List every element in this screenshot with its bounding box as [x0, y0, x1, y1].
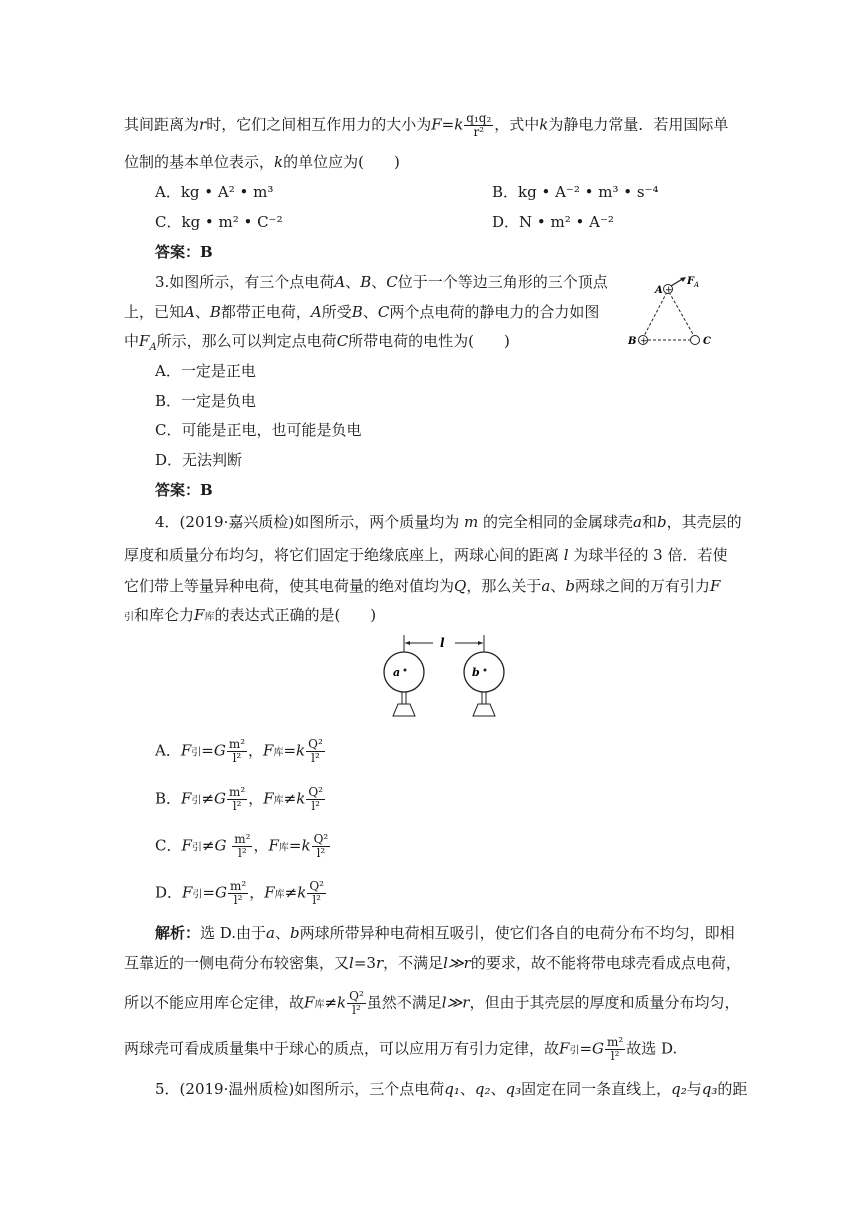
var-F: F: [263, 741, 274, 760]
text: 厚度和质量分布均匀，将它们固定于绝缘底座上，两球心间的距离: [124, 546, 560, 564]
q2-stem-line-1: [124, 112, 728, 139]
vertex-b-label: B: [628, 336, 637, 347]
var-Q: Q: [454, 577, 467, 595]
fraction-denominator: l²: [610, 1049, 620, 1063]
center-a: [404, 669, 407, 672]
condition: l≫r: [443, 954, 471, 972]
sphere-a-label: a: [393, 666, 401, 679]
fraction-denominator: l²: [352, 1003, 361, 1017]
var-a: a: [541, 577, 551, 595]
fraction: [605, 1036, 625, 1063]
fraction: [227, 738, 247, 765]
var-G: G: [213, 741, 226, 760]
text: 嘉兴质检: [228, 513, 289, 531]
var-k: k: [539, 115, 549, 134]
text: ，: [248, 789, 264, 808]
text: 、: [194, 303, 210, 321]
fa-label: F: [687, 276, 695, 287]
var-F: F: [263, 789, 274, 808]
q2-option-b: B．kg • A⁻² • m³ • s⁻⁴: [492, 183, 659, 201]
text: 的表达式正确的是( ): [214, 606, 377, 624]
var-B: B: [351, 303, 363, 321]
var-r: r: [375, 954, 384, 972]
text: 4．(2019·: [155, 513, 229, 531]
text: 温州质检: [228, 1080, 289, 1098]
text: 固定在同一条直线上，: [521, 1080, 672, 1098]
q3-stem-line-3: [124, 331, 510, 351]
var-q2: q₂: [474, 1080, 491, 1098]
text: ，不满足: [383, 954, 444, 972]
var-k: k: [454, 115, 464, 134]
relation: =: [579, 1039, 593, 1058]
q4-option-d: [155, 880, 327, 907]
relation: ≠: [201, 836, 215, 855]
relation: ≠: [283, 789, 297, 808]
text: ，那么关于: [466, 577, 542, 595]
side-ac: [669, 292, 694, 336]
var-q3: q₃: [701, 1080, 718, 1098]
text: ，: [249, 883, 265, 902]
fraction-denominator: l²: [312, 893, 321, 907]
subscript-ku: 库: [204, 612, 215, 623]
var-F: F: [180, 741, 192, 760]
fraction: [228, 880, 248, 907]
var-A: A: [334, 273, 346, 291]
q3-answer: 答案：B: [155, 481, 213, 499]
option-label: B．: [155, 789, 182, 808]
fraction-numerator: m²: [229, 785, 246, 799]
text: 、: [459, 1080, 475, 1098]
fraction-denominator: l²: [232, 799, 242, 813]
q4-option-b: [155, 786, 326, 813]
subscript: 库: [278, 842, 289, 854]
base-b: [473, 704, 495, 716]
q4-stem-line-4: [124, 605, 376, 628]
text: 故选 D.: [626, 1039, 678, 1058]
q2-answer: 答案：B: [155, 243, 213, 261]
subscript: 库: [273, 747, 284, 759]
fraction-numerator: m²: [234, 832, 251, 846]
solution-line-3: [124, 990, 739, 1017]
text: 所示，那么可以判定点电荷: [156, 332, 337, 350]
fraction-numerator: q₁q₂: [466, 111, 492, 125]
text: 中: [124, 332, 140, 350]
relation: =: [283, 741, 297, 760]
q4-stem-line-2: [124, 545, 727, 565]
vertex-a-label: A: [655, 285, 663, 296]
text: 位制的基本单位表示，: [124, 153, 275, 171]
var-F: F: [194, 606, 205, 624]
fraction-denominator: l²: [311, 799, 320, 813]
var-C: C: [336, 332, 349, 350]
fraction: [306, 786, 325, 813]
text: 、: [490, 1080, 506, 1098]
text: 虽然不满足: [366, 993, 442, 1012]
subscript: 引: [192, 889, 203, 901]
text: 、: [371, 273, 387, 291]
var-b: b: [657, 513, 667, 531]
var-F: F: [139, 332, 150, 350]
vertex-c-label: C: [703, 336, 711, 347]
fraction-numerator: m²: [607, 1035, 624, 1049]
fraction: [227, 786, 247, 813]
text: ，但由于其壳层的厚度和质量分布均匀，: [469, 993, 740, 1012]
text: 两球之间的万有引力: [574, 577, 710, 595]
var-C: C: [377, 303, 390, 321]
var-F: F: [182, 883, 193, 902]
text: 所带电荷的电性为( ): [348, 332, 510, 350]
text: ，: [253, 836, 269, 855]
var-F: F: [264, 883, 275, 902]
text: 和: [641, 513, 657, 531]
text: 5．(2019·: [155, 1080, 229, 1098]
var-k: k: [296, 789, 306, 808]
text: ，: [248, 741, 264, 760]
sphere-b: [464, 652, 504, 692]
q2-option-d: D．N • m² • A⁻²: [492, 213, 614, 231]
text: ，式中: [494, 115, 540, 134]
text: )如图所示，三个点电荷: [288, 1080, 445, 1098]
text: 所以不能应用库仑定律，故: [124, 993, 305, 1012]
fa-subscript: A: [694, 281, 700, 289]
fraction: [312, 833, 331, 860]
plus-icon: +: [640, 336, 648, 347]
subscript: 引: [191, 795, 202, 807]
fraction-numerator: m²: [230, 879, 247, 893]
var-q1: q₁: [444, 1080, 460, 1098]
var-F: F: [304, 993, 315, 1012]
var-F: F: [431, 115, 442, 134]
var-b: b: [565, 577, 575, 595]
solution-label: 解析：: [155, 924, 201, 942]
text: 、: [275, 924, 291, 942]
var-k: k: [301, 836, 311, 855]
var-G: G: [214, 836, 227, 855]
text: 、: [550, 577, 566, 595]
var-q2: q₂: [671, 1080, 687, 1098]
fraction-numerator: Q²: [309, 879, 324, 893]
text: 互靠近的一侧电荷分布较密集，又: [124, 954, 350, 972]
var-F: F: [181, 836, 192, 855]
fraction-denominator: l²: [311, 751, 320, 765]
text: 两个点电荷的静电力的合力如图: [389, 303, 600, 321]
sphere-a: [384, 652, 424, 692]
relation: ≠: [201, 789, 215, 808]
var-k: k: [297, 883, 307, 902]
text: 、: [362, 303, 378, 321]
text: 所受: [321, 303, 352, 321]
fraction-numerator: m²: [228, 737, 246, 751]
subscript: 库: [273, 795, 284, 807]
text: 都带正电荷，: [220, 303, 311, 321]
var-C: C: [386, 273, 398, 291]
fraction-numerator: Q²: [349, 989, 364, 1003]
text: 两球所带异种电荷相互吸引，使它们各自的电荷分布不均匀，即相: [299, 924, 735, 942]
fraction-numerator: Q²: [313, 832, 329, 846]
var-q3: q₃: [505, 1080, 522, 1098]
var-F: F: [181, 789, 192, 808]
var-a: a: [633, 513, 642, 531]
relation: =: [288, 836, 302, 855]
q3-option-d: D．无法判断: [155, 451, 243, 469]
q3-stem-line-2: [124, 302, 599, 322]
text: 和库仑力: [134, 606, 195, 624]
fraction: [306, 738, 325, 765]
var-l: l: [563, 546, 569, 564]
var-G: G: [592, 1039, 604, 1058]
arrow-head: [478, 641, 483, 645]
var-F: F: [709, 577, 721, 595]
q3-option-c: C．可能是正电，也可能是负电: [155, 421, 362, 439]
fraction: [232, 833, 252, 860]
var-r: r: [199, 115, 207, 134]
text: =3: [353, 954, 376, 972]
text: 、: [345, 273, 361, 291]
coulomb-fraction: [464, 112, 493, 139]
q4-option-c: [155, 833, 331, 860]
subscript: 引: [191, 747, 202, 759]
var-a: a: [266, 924, 275, 942]
text: 选 D.由于: [200, 924, 267, 942]
var-m: m: [464, 513, 479, 531]
relation: =: [201, 741, 214, 760]
text: 位于一个等边三角形的三个顶点: [397, 273, 608, 291]
var-A: A: [310, 303, 322, 321]
subscript: 引: [569, 1045, 580, 1057]
fraction-numerator: Q²: [308, 785, 323, 799]
text: 3.如图所示，有三个点电荷: [155, 273, 335, 291]
fraction: [347, 990, 366, 1017]
fraction: [307, 880, 326, 907]
relation: =: [202, 883, 216, 902]
var-A: A: [184, 303, 195, 321]
fraction-denominator: l²: [233, 893, 243, 907]
var-F: F: [268, 836, 279, 855]
solution-line-1: [155, 923, 735, 943]
var-G: G: [214, 789, 227, 808]
q5-stem-line-1: [155, 1079, 747, 1099]
fraction-denominator: r²: [473, 125, 485, 139]
solution-line-2: [124, 953, 741, 973]
base-a: [393, 704, 415, 716]
subscript: 库: [314, 999, 325, 1011]
relation: ≠: [284, 883, 298, 902]
text: 它们带上等量异种电荷，使其电荷量的绝对值均为: [124, 577, 455, 595]
var-b: b: [290, 924, 300, 942]
var-k: k: [274, 153, 284, 171]
q4-stem-line-3: [124, 576, 720, 596]
text: =: [441, 115, 455, 134]
text: 的距: [717, 1080, 748, 1098]
distance-label: l: [440, 636, 445, 650]
arrow-head: [405, 641, 410, 645]
option-label: D．: [155, 883, 183, 902]
text: )如图所示，两个质量均为: [288, 513, 460, 531]
center-b: [484, 669, 487, 672]
q2-stem-line-2: [124, 152, 400, 172]
q3-option-a: A．一定是正电: [155, 362, 256, 380]
text: 为静电力常量．若用国际单: [548, 115, 729, 134]
option-label: C．: [155, 836, 182, 855]
text: 其间距离为: [124, 115, 200, 134]
text: 两球壳可看成质量集中于球心的质点，可以应用万有引力定律，故: [124, 1039, 560, 1058]
option-label: A．: [155, 741, 181, 760]
relation: ≠: [324, 993, 338, 1012]
var-G: G: [215, 883, 228, 902]
q3-stem-line-1: [155, 272, 608, 292]
sphere-b-label: b: [472, 666, 480, 679]
fraction-denominator: l²: [232, 751, 242, 765]
two-spheres-figure: [345, 632, 525, 722]
fraction-denominator: l²: [238, 846, 247, 860]
var-k: k: [296, 741, 306, 760]
text: 为球半径的 3 倍．若使: [573, 546, 728, 564]
var-B: B: [360, 273, 372, 291]
text: 的单位应为( ): [283, 153, 400, 171]
q2-option-c: C．kg • m² • C⁻²: [155, 213, 283, 231]
side-ab: [644, 292, 667, 336]
subscript: 引: [191, 842, 202, 854]
condition: l≫r: [441, 993, 470, 1012]
charge-c: [691, 336, 700, 345]
var-k: k: [337, 993, 347, 1012]
q2-option-a: A．kg • A² • m³: [155, 183, 274, 201]
var-l: l: [349, 954, 354, 972]
subscript: 库: [274, 889, 285, 901]
q3-option-b: B．一定是负电: [155, 392, 257, 410]
text: 时，它们之间相互作用力的大小为: [206, 115, 432, 134]
fraction-denominator: l²: [316, 846, 326, 860]
subscript-yin: 引: [124, 612, 134, 623]
text: 的要求，故不能将带电球壳看成点电荷，: [470, 954, 741, 972]
subscript-A: A: [149, 342, 157, 353]
var-B: B: [209, 303, 221, 321]
text: ，其壳层的: [666, 513, 742, 531]
fraction-numerator: Q²: [308, 737, 323, 751]
charge-triangle-figure: [618, 270, 728, 350]
q4-stem-line-1: [155, 512, 742, 532]
var-F: F: [559, 1039, 570, 1058]
plus-icon: +: [665, 285, 673, 296]
text: 的完全相同的金属球壳: [483, 513, 634, 531]
solution-line-4: [124, 1036, 677, 1063]
text: 上，已知: [124, 303, 185, 321]
q4-option-a: [155, 738, 326, 765]
text: 与: [686, 1080, 702, 1098]
